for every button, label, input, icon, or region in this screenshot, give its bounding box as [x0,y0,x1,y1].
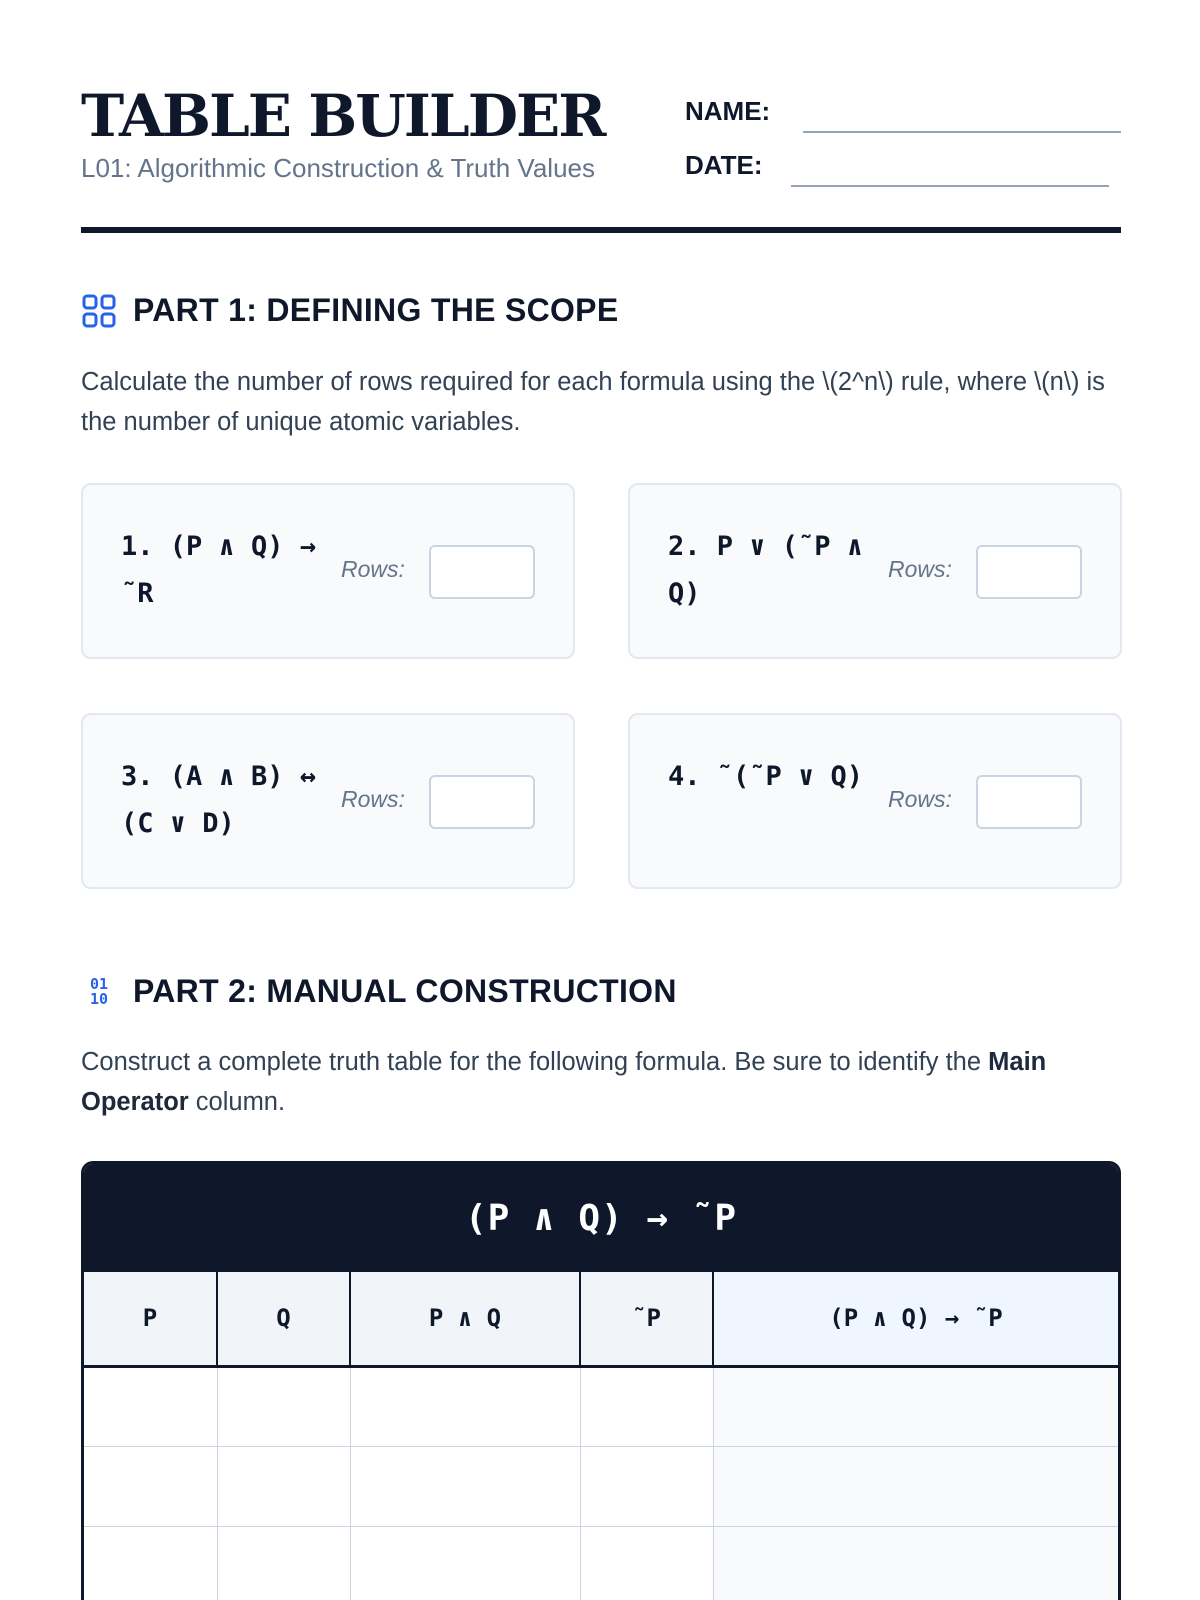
worksheet-header [81,84,1121,234]
page-subtitle: L01: Algorithmic Construction & Truth Values [81,153,595,183]
table-cell[interactable] [217,1366,350,1446]
table-cell[interactable] [84,1526,217,1600]
grid-icon [81,293,117,329]
table-cell[interactable] [713,1446,1118,1526]
truth-table [81,1161,1121,1600]
rows-input-1[interactable] [429,545,535,599]
column-header-main-operator: (P ∧ Q) → ˜P [713,1272,1118,1366]
rows-input-2[interactable] [976,545,1082,599]
table-cell[interactable] [580,1526,713,1600]
truth-table-grid [84,1272,1118,1600]
date-field[interactable] [791,185,1109,187]
binary-icon-bottom: 10 [89,989,109,1008]
table-cell[interactable] [84,1366,217,1446]
name-field[interactable] [803,131,1121,133]
problem-formula: 3. (A ∧ B) ↔ (C ∨ D) [121,761,317,839]
table-cell[interactable] [350,1526,580,1600]
date-label: DATE: [685,150,763,180]
table-cell[interactable] [350,1446,580,1526]
part2-instructions-end: column. [188,1088,286,1116]
table-row [84,1526,1118,1600]
table-cell[interactable] [580,1446,713,1526]
page-title: TABLE BUILDER [81,82,605,150]
part1-title: PART 1: DEFINING THE SCOPE [133,292,619,328]
table-header-row [84,1272,1118,1366]
table-formula-banner: (P ∧ Q) → ˜P [84,1164,1118,1272]
rows-input-4[interactable] [976,775,1082,829]
table-cell[interactable] [713,1366,1118,1446]
name-label: NAME: [685,96,771,126]
problem-formula: 1. (P ∧ Q) → ˜R [121,531,317,609]
table-cell[interactable] [217,1446,350,1526]
part2-title: PART 2: MANUAL CONSTRUCTION [133,973,677,1009]
binary-icon-top: 01 [89,974,109,993]
rows-input-3[interactable] [429,775,535,829]
column-header-not-p: ˜P [580,1272,713,1366]
rows-label: Rows: [341,786,405,812]
column-header-q: Q [217,1272,350,1366]
part1-heading [81,292,618,329]
table-cell[interactable] [713,1526,1118,1600]
table-cell[interactable] [84,1446,217,1526]
header-divider [81,227,1121,233]
problem-card-3 [81,713,575,889]
column-header-p: P [84,1272,217,1366]
rows-label: Rows: [888,786,952,812]
table-row [84,1366,1118,1446]
rows-label: Rows: [341,556,405,582]
part2-instructions-text: Construct a complete truth table for the following formula. Be sure to identify the [81,1048,989,1076]
problem-card-2 [628,483,1122,659]
part1-instructions: Calculate the number of rows required for each formula using the \(2^n\) rule, where \(n\) is the number of unique atomic variables. [81,368,1105,436]
problem-card-1 [81,483,575,659]
problem-formula: 4. ˜(˜P ∨ Q) [668,761,864,792]
rows-label: Rows: [888,556,952,582]
table-cell[interactable] [580,1366,713,1446]
part2-heading [81,973,677,1010]
table-row [84,1446,1118,1526]
table-cell[interactable] [350,1366,580,1446]
main-operator-emphasis: Main Operator [81,1048,1047,1116]
binary-icon [81,974,117,1010]
column-header-p-and-q: P ∧ Q [350,1272,580,1366]
table-cell[interactable] [217,1526,350,1600]
problem-formula: 2. P ∨ (˜P ∧ Q) [668,531,864,609]
part2-instructions [81,1042,1121,1122]
problem-card-4 [628,713,1122,889]
